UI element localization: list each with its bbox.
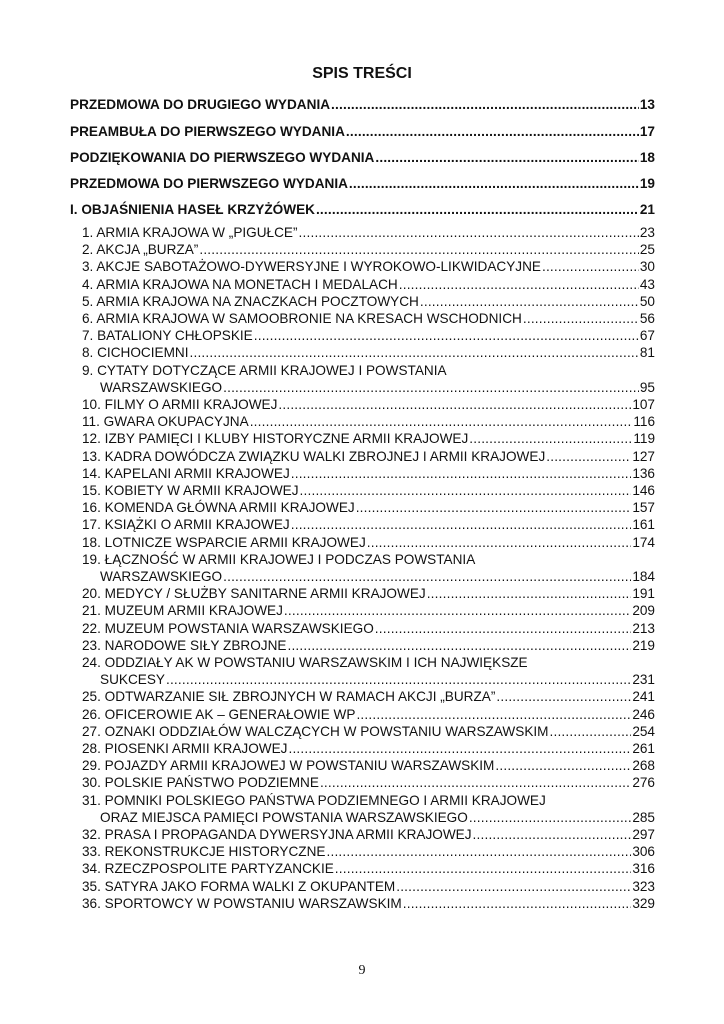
dot-leader <box>326 843 631 860</box>
dot-leader <box>349 175 639 192</box>
toc-entry[interactable] <box>82 688 655 705</box>
dot-leader <box>331 96 639 113</box>
toc-entry-title: 5. ARMIA KRAJOWA NA ZNACZKACH POCZTOWYCH <box>82 293 419 309</box>
toc-entry-title: 7. BATALIONY CHŁOPSKIE <box>82 328 253 344</box>
toc-entry[interactable] <box>100 671 655 688</box>
dot-leader <box>278 396 631 413</box>
toc-entry[interactable] <box>82 706 655 723</box>
toc-entry-page: 329 <box>632 895 655 911</box>
toc-entry-page: 161 <box>632 517 655 533</box>
toc-entry[interactable] <box>82 637 655 654</box>
toc-entry[interactable] <box>70 175 655 192</box>
toc-entry[interactable] <box>82 499 655 516</box>
toc-entry[interactable] <box>82 723 655 740</box>
toc-entry[interactable] <box>82 448 655 465</box>
toc-entry-page: 209 <box>632 603 655 619</box>
toc-entry-title: 11. GWARA OKUPACYJNA <box>82 414 249 430</box>
dot-leader <box>199 241 639 258</box>
dot-leader <box>496 688 631 705</box>
toc-entry-title: 25. ODTWARZANIE SIŁ ZBROJNYCH W RAMACH AKCJI „BURZA” <box>82 689 496 705</box>
toc-entry[interactable] <box>100 809 655 826</box>
toc-entry[interactable] <box>82 774 655 791</box>
toc-entry-page: 81 <box>639 345 655 361</box>
toc-entry-page: 246 <box>632 706 655 722</box>
toc-entry-page: 261 <box>632 741 655 756</box>
toc-entry-page: 268 <box>632 758 655 774</box>
toc-entry-page: 107 <box>632 397 655 412</box>
toc-entry-page: 157 <box>632 500 655 516</box>
toc-entry-page: 174 <box>632 534 655 550</box>
toc-entry-title: 4. ARMIA KRAJOWA NA MONETACH I MEDALACH <box>82 276 398 292</box>
toc-entry-page: 50 <box>639 293 655 309</box>
dot-leader <box>356 499 632 516</box>
toc-entry[interactable] <box>82 602 655 619</box>
toc-entry[interactable] <box>100 568 655 585</box>
toc-entry-title[interactable]: 24. ODDZIAŁY AK W POWSTANIU WARSZAWSKIM I ICH NAJWIĘKSZE <box>82 655 528 670</box>
toc-entry[interactable] <box>82 740 655 757</box>
dot-leader <box>335 860 632 877</box>
toc-entry-title: 10. FILMY O ARMII KRAJOWEJ <box>82 397 278 412</box>
toc-entry-title: 34. RZECZPOSPOLITE PARTYZANCKIE <box>82 861 334 877</box>
toc-entry[interactable] <box>82 895 655 912</box>
toc-entry-title: WARSZAWSKIEGO <box>100 569 223 584</box>
toc-entry-page: 191 <box>632 586 655 602</box>
toc-entry-page: 67 <box>639 328 655 344</box>
toc-entry-page: 136 <box>632 465 655 481</box>
toc-entry-title: WARSZAWSKIEGO <box>100 379 223 395</box>
toc-entry-title: 27. OZNAKI ODDZIAŁÓW WALCZĄCYCH W POWSTANIU WARSZAWSKIM <box>82 723 549 739</box>
dot-leader <box>316 201 639 218</box>
toc-entry-page: 19 <box>639 176 655 191</box>
dot-leader <box>399 276 639 293</box>
toc-entry[interactable] <box>70 201 655 218</box>
toc-entry[interactable] <box>82 310 655 327</box>
dot-leader <box>166 671 631 688</box>
toc-entry-title: 6. ARMIA KRAJOWA W SAMOOBRONIE NA KRESACH WSCHODNICH <box>82 311 522 326</box>
toc-entry-title: 20. MEDYCY / SŁUŻBY SANITARNE ARMII KRAJOWEJ <box>82 586 426 602</box>
dot-leader <box>287 637 631 654</box>
toc-entry-title[interactable]: 9. CYTATY DOTYCZĄCE ARMII KRAJOWEJ I POWSTANIA <box>82 362 447 378</box>
toc-entry-page: 23 <box>639 225 655 240</box>
toc-entry-page: 276 <box>632 775 655 791</box>
toc-entry-title: 21. MUZEUM ARMII KRAJOWEJ <box>82 603 283 619</box>
dot-leader <box>495 757 631 774</box>
toc-entry-page: 213 <box>632 620 655 636</box>
toc-entry-title: 30. POLSKIE PAŃSTWO PODZIEMNE <box>82 775 319 791</box>
toc-entry-page: 116 <box>633 414 655 430</box>
toc-entry[interactable] <box>70 123 655 140</box>
toc-entry-title: 3. AKCJE SABOTAŻOWO-DYWERSYJNE I WYROKOWO-LIKWIDACYJNE <box>82 259 541 275</box>
toc-entry-title: SUKCESY <box>100 672 165 688</box>
dot-leader <box>469 809 631 826</box>
dot-leader <box>250 413 633 430</box>
toc-entry[interactable] <box>82 585 655 602</box>
toc-entry-page: 254 <box>632 723 655 739</box>
toc-entry-title[interactable]: 19. ŁĄCZNOŚĆ W ARMII KRAJOWEJ I PODCZAS POWSTANIA <box>82 551 476 567</box>
toc-entry[interactable] <box>82 860 655 877</box>
toc-entry[interactable] <box>82 344 655 361</box>
toc-entry-title: 17. KSIĄŻKI O ARMII KRAJOWEJ <box>82 517 290 533</box>
dot-leader <box>284 602 631 619</box>
dot-leader <box>356 706 631 723</box>
dot-leader <box>223 379 639 396</box>
toc-entry[interactable] <box>82 620 655 637</box>
dot-leader <box>427 585 632 602</box>
toc-entry-page: 119 <box>633 431 655 447</box>
dot-leader <box>396 878 631 895</box>
toc-entry[interactable] <box>82 413 655 430</box>
toc-entry-page: 21 <box>639 202 655 217</box>
toc-entry[interactable] <box>70 149 655 166</box>
dot-leader <box>291 465 632 482</box>
toc-entry-page: 231 <box>632 672 655 688</box>
toc-entry[interactable] <box>82 534 655 551</box>
dot-leader <box>523 310 639 327</box>
toc-entry[interactable] <box>82 224 655 241</box>
toc-entry[interactable] <box>82 843 655 860</box>
toc-entry-page: 323 <box>632 878 655 894</box>
toc-entry-title: 28. PIOSENKI ARMII KRAJOWEJ <box>82 741 288 756</box>
toc-entry-title: 26. OFICEROWIE AK – GENERAŁOWIE WP <box>82 706 356 722</box>
toc-entry-page: 285 <box>632 809 655 825</box>
toc-entry-title: 2. AKCJA „BURZA” <box>82 242 199 258</box>
toc-entry-page: 219 <box>632 637 655 653</box>
toc-entry[interactable] <box>70 96 655 113</box>
toc-entry[interactable] <box>82 327 655 344</box>
toc-entry-page: 30 <box>639 259 655 275</box>
toc-entry-title: 22. MUZEUM POWSTANIA WARSZAWSKIEGO <box>82 620 374 636</box>
toc-entry[interactable] <box>82 826 655 843</box>
toc-entry-title: 35. SATYRA JAKO FORMA WALKI Z OKUPANTEM <box>82 878 396 894</box>
dot-leader <box>300 482 632 499</box>
toc-entry-title: 32. PRASA I PROPAGANDA DYWERSYJNA ARMII KRAJOWEJ <box>82 827 472 842</box>
dot-leader <box>223 568 631 585</box>
toc-entry[interactable] <box>82 258 655 275</box>
dot-leader <box>469 430 632 447</box>
dot-leader <box>420 293 639 310</box>
toc-entry[interactable] <box>82 757 655 774</box>
dot-leader <box>367 534 632 551</box>
toc-entry-title: 12. IZBY PAMIĘCI I KLUBY HISTORYCZNE ARMII KRAJOWEJ <box>82 431 469 447</box>
toc-entry-title: PREAMBUŁA DO PIERWSZEGO WYDANIA <box>70 124 345 139</box>
toc-entry-page: 316 <box>632 861 655 877</box>
toc-entry-title: 15. KOBIETY W ARMII KRAJOWEJ <box>82 483 299 498</box>
toc-entry-title: PRZEDMOWA DO DRUGIEGO WYDANIA <box>70 97 331 112</box>
dot-leader <box>254 327 639 344</box>
toc-entry[interactable] <box>82 293 655 310</box>
dot-leader <box>291 516 632 533</box>
toc-entry-title[interactable]: 31. POMNIKI POLSKIEGO PAŃSTWA PODZIEMNEGO I ARMII KRAJOWEJ <box>82 792 546 808</box>
toc-entry-page: 13 <box>639 97 655 112</box>
toc-entry[interactable] <box>82 516 655 533</box>
toc-entry[interactable] <box>82 878 655 895</box>
toc-entry-title: 16. KOMENDA GŁÓWNA ARMII KRAJOWEJ <box>82 500 355 516</box>
toc-entry-page: 241 <box>632 689 655 705</box>
toc-entry-page: 56 <box>639 311 655 326</box>
dot-leader <box>546 448 631 465</box>
toc-entry-page: 17 <box>639 124 655 139</box>
dot-leader <box>542 258 639 275</box>
toc-entry-title: I. OBJAŚNIENIA HASEŁ KRZYŻÓWEK <box>70 202 315 217</box>
toc-entry-page: 95 <box>639 379 655 395</box>
toc-entry-page: 127 <box>632 448 655 464</box>
toc-entry-page: 146 <box>632 483 655 498</box>
toc-entry[interactable] <box>82 430 655 447</box>
dot-leader <box>375 149 639 166</box>
toc-entry-page: 18 <box>639 150 655 165</box>
toc-entry[interactable] <box>82 276 655 293</box>
toc-entry-title: 1. ARMIA KRAJOWA W „PIGUŁCE” <box>82 225 298 240</box>
toc-entry-title: 23. NARODOWE SIŁY ZBROJNE <box>82 637 287 653</box>
toc-entry-page: 306 <box>632 844 655 860</box>
toc-entry-page: 184 <box>632 569 655 584</box>
page-number: 9 <box>358 963 366 978</box>
toc-entry[interactable] <box>82 482 655 499</box>
toc-entry-title: ORAZ MIEJSCA PAMIĘCI POWSTANIA WARSZAWSKIEGO <box>100 809 468 825</box>
toc-entry-title: 29. POJAZDY ARMII KRAJOWEJ W POWSTANIU WARSZAWSKIM <box>82 758 495 774</box>
toc-entry-title: PODZIĘKOWANIA DO PIERWSZEGO WYDANIA <box>70 150 375 165</box>
dot-leader <box>190 344 639 361</box>
toc-entry[interactable] <box>82 396 655 413</box>
dot-leader <box>550 723 632 740</box>
toc-entry-title: PRZEDMOWA DO PIERWSZEGO WYDANIA <box>70 176 348 191</box>
toc-entry-title: 18. LOTNICZE WSPARCIE ARMII KRAJOWEJ <box>82 534 366 550</box>
dot-leader <box>473 826 632 843</box>
toc-entry-title: 36. SPORTOWCY W POWSTANIU WARSZAWSKIM <box>82 895 402 911</box>
toc-entry[interactable] <box>82 465 655 482</box>
toc-entry-title: 13. KADRA DOWÓDCZA ZWIĄZKU WALKI ZBROJNEJ I ARMII KRAJOWEJ <box>82 448 546 464</box>
dot-leader <box>299 224 639 241</box>
dot-leader <box>346 123 639 140</box>
toc-entry[interactable] <box>82 241 655 258</box>
dot-leader <box>320 774 631 791</box>
toc-entry-title: 14. KAPELANI ARMII KRAJOWEJ <box>82 465 290 481</box>
toc-entry-page: 43 <box>639 276 655 292</box>
dot-leader <box>288 740 631 757</box>
dot-leader <box>403 895 632 912</box>
toc-entry-title: 8. CICHOCIEMNI <box>82 345 189 361</box>
toc-entry-page: 297 <box>632 827 655 842</box>
toc-entry[interactable] <box>100 379 655 396</box>
toc-entry-page: 25 <box>639 242 655 258</box>
page-title: SPIS TREŚCI <box>312 65 412 82</box>
dot-leader <box>375 620 632 637</box>
toc-entry-title: 33. REKONSTRUKCJE HISTORYCZNE <box>82 844 326 860</box>
